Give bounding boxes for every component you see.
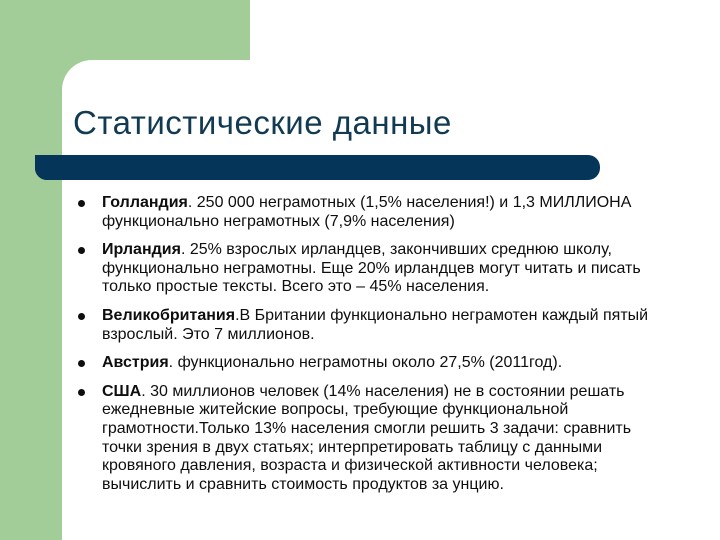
bullet-item-uk xyxy=(76,307,656,344)
bullet-text: .В Британии функционально неграмотен каждый пятый взрослый. Это 7 миллионов. xyxy=(102,306,649,343)
bullet-text: . функционально неграмотны около 27,5% (2011год). xyxy=(168,354,563,372)
bullet-item-usa xyxy=(76,383,656,495)
bullet-dot-icon xyxy=(78,200,85,207)
country-name: Великобритания xyxy=(102,306,236,324)
bullet-dot-icon xyxy=(78,247,85,254)
country-name: Австрия xyxy=(102,354,169,372)
slide-title: Статистические данные xyxy=(73,104,452,141)
decor-green-left xyxy=(0,0,62,540)
bullet-list xyxy=(76,194,656,504)
title-underline-bar xyxy=(35,155,600,180)
bullet-item-austria xyxy=(76,354,656,373)
bullet-dot-icon xyxy=(78,360,85,367)
country-name: США xyxy=(102,382,142,400)
bullet-dot-icon xyxy=(78,313,85,320)
bullet-text: . 25% взрослых ирландцев, закончивших среднюю школу, функционально неграмотны. Еще 20% ирландцев могут читать и писать только простые тексты. Всего это – 45% населения. xyxy=(102,241,641,296)
bullet-text: . 30 миллионов человек (14% населения) не в состоянии решать ежедневные житейские вопросы, требующие функциональной грамотности.Только 13% населения смогли решить 3 задачи: сравнить точки зрения в двух статьях; интерпретировать таблицу с данными кровяного давления, возраста и физической активности человека; вычислить и сравнить стоимость продуктов за унцию. xyxy=(102,382,632,493)
country-name: Ирландия xyxy=(102,241,181,259)
country-name: Голландия xyxy=(102,194,188,211)
bullet-dot-icon xyxy=(78,389,85,396)
bullet-item-netherlands xyxy=(76,194,656,231)
bullet-item-ireland xyxy=(76,241,656,297)
bullet-text: . 250 000 неграмотных (1,5% населения!) и 1,3 МИЛЛИОНА функционально неграмотных (7,9% населения) xyxy=(102,194,632,230)
